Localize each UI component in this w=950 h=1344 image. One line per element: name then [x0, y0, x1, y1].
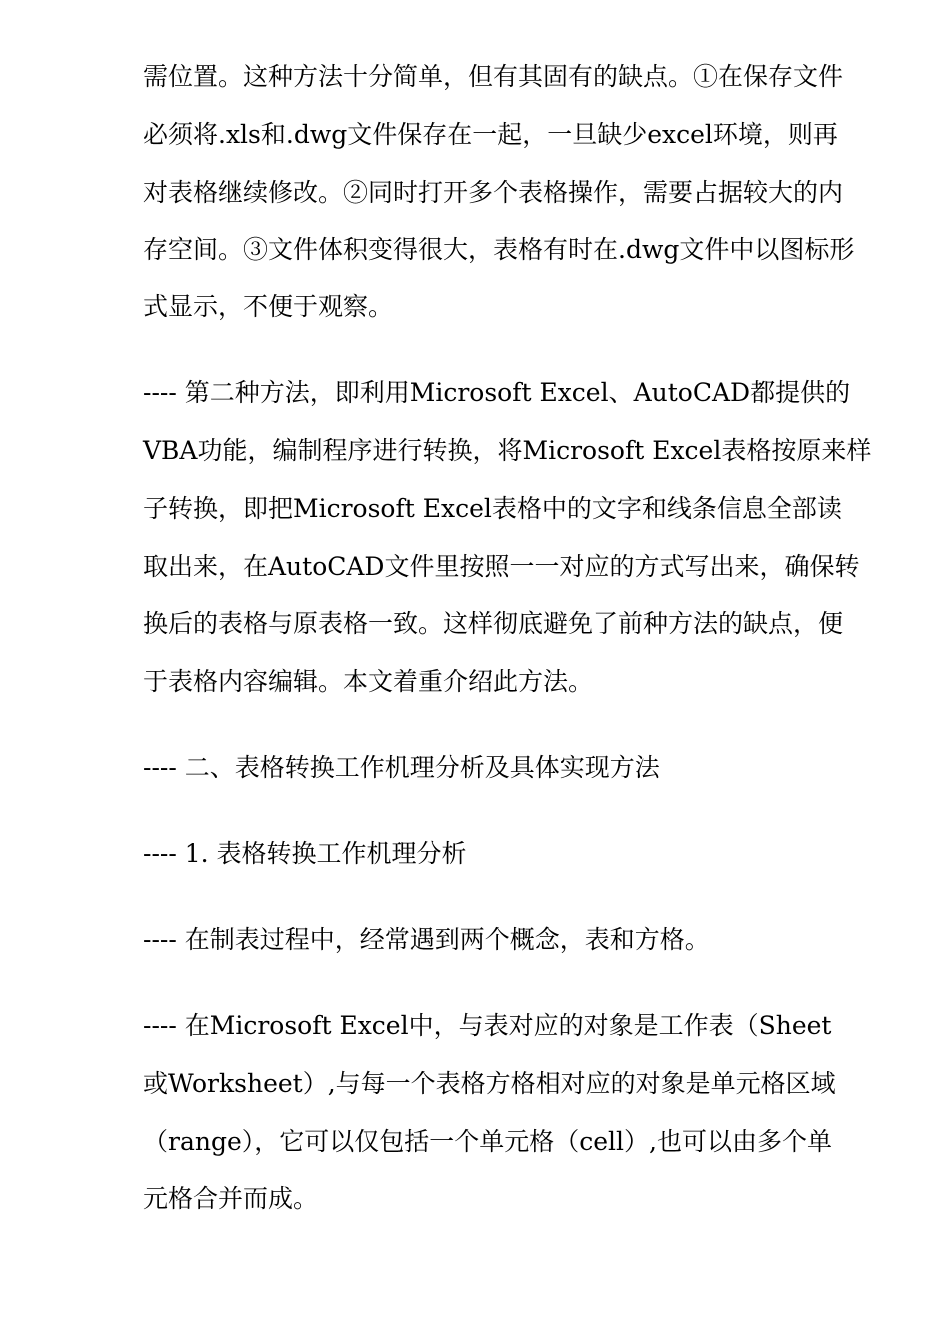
section-heading: ---- 二、表格转换工作机理分析及具体实现方法 — [143, 753, 660, 782]
paragraph-2-line-3: 子转换，即把Microsoft Excel表格中的文字和线条信息全部读 — [143, 494, 842, 523]
paragraph-2-line-5: 换后的表格与原表格一致。这样彻底避免了前种方法的缺点，便 — [143, 609, 844, 638]
paragraph-2-line-4: 取出来，在AutoCAD文件里按照一一对应的方式写出来，确保转 — [143, 552, 860, 581]
paragraph-1-line-1: 需位置。这种方法十分简单，但有其固有的缺点。①在保存文件 — [143, 62, 844, 91]
paragraph-1-line-3: 对表格继续修改。②同时打开多个表格操作，需要占据较大的内 — [143, 178, 844, 207]
subsection-heading: ---- 1. 表格转换工作机理分析 — [143, 839, 467, 868]
paragraph-6-line-3: （range），它可以仅包括一个单元格（cell）,也可以由多个单 — [143, 1127, 832, 1156]
paragraph-6-line-4: 元格合并而成。 — [143, 1184, 319, 1213]
paragraph-2-line-1: ---- 第二种方法，即利用Microsoft Excel、AutoCAD都提供的 — [143, 378, 851, 407]
paragraph-6-line-2: 或Worksheet）,与每一个表格方格相对应的对象是单元格区域 — [143, 1069, 836, 1098]
paragraph-1-line-4: 存空间。③文件体积变得很大，表格有时在.dwg文件中以图标形 — [143, 235, 855, 264]
paragraph-6-line-1: ---- 在Microsoft Excel中，与表对应的对象是工作表（Sheet — [143, 1011, 832, 1040]
paragraph-1-line-2: 必须将.xls和.dwg文件保存在一起，一旦缺少excel环境，则再 — [143, 120, 838, 149]
paragraph-2-line-6: 于表格内容编辑。本文着重介绍此方法。 — [143, 667, 594, 696]
paragraph-5-line-1: ---- 在制表过程中，经常遇到两个概念，表和方格。 — [143, 925, 710, 954]
paragraph-1-line-5: 式显示，不便于观察。 — [143, 292, 394, 321]
paragraph-2-line-2: VBA功能，编制程序进行转换，将Microsoft Excel表格按原来样 — [143, 436, 872, 465]
